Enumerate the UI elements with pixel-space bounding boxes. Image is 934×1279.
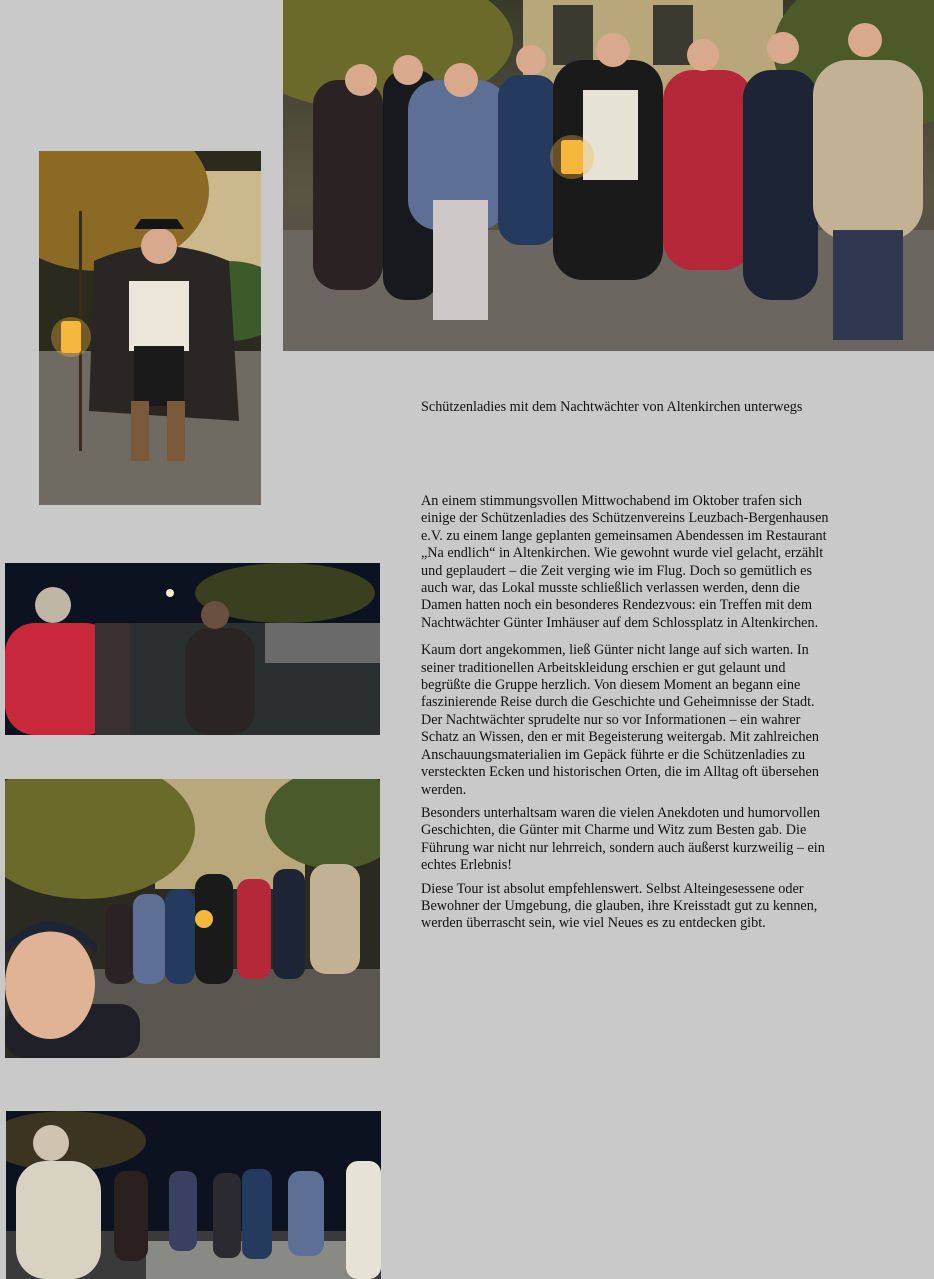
article-body [421,493,836,939]
photo-tour-night-group [6,1111,381,1279]
article-paragraph: An einem stimmungsvollen Mittwochabend im Oktober trafen sich einige der Schützenladies des Schützenvereins Leuzbach-Bergenhausen e.V. zu einem lange geplanten gemeinsamen Abendessen im Restaurant „Na endlich“ in Altenkirchen. Wie gewohnt wurde viel gelacht, erzählt und geplaudert – die Zeit verging wie im Flug. Doch so gemütlich es auch war, das Lokal musste schließlich verlassen werden, denn die Damen hatten noch ein besonderes Rendezvous: ein Treffen mit dem Nachtwächter Günter Imhäuser auf dem Schlossplatz in Altenkirchen. [421,493,829,631]
article-headline: Schützenladies mit dem Nachtwächter von Altenkirchen unterwegs [421,399,803,415]
photo-night-watchman-portrait [39,151,261,505]
photo-group-with-night-watchman [283,0,934,351]
article-paragraph: Besonders unterhaltsam waren die vielen Anekdoten und humorvollen Geschichten, die Günter mit Charme und Witz zum Besten gab. Die Führung war nicht nur lehrreich, sondern auch äußerst kurzweilig – ein echtes Erlebnis! [421,804,825,874]
article-paragraph: Diese Tour ist absolut empfehlenswert. Selbst Alteingesessene oder Bewohner der Umgebung, die glauben, ihre Kreisstadt gut zu kennen, werden überrascht sein, wie viel Neues es zu entdecken gibt. [421,880,818,932]
photo-night-schlossplatz [5,563,380,735]
article-paragraph: Kaum dort angekommen, ließ Günter nicht lange auf sich warten. In seiner traditionellen Arbeitskleidung erschien er gut gelaunt und begrüßte die Gruppe herzlich. Von diesem Moment an begann eine faszinierende Reise durch die Geschichte und Geheimnisse der Stadt. Der Nachtwächter sprudelte nur so vor Informationen – ein wahrer Schatz an Wissen, den er mit Begeisterung weitergab. Mit zahlreichen Anschauungsmaterialien im Gepäck führte er die Schützenladies zu versteckten Ecken und historischen Orten, die im Alltag oft übersehen werden. [421,642,819,798]
photo-group-selfie [5,779,380,1058]
